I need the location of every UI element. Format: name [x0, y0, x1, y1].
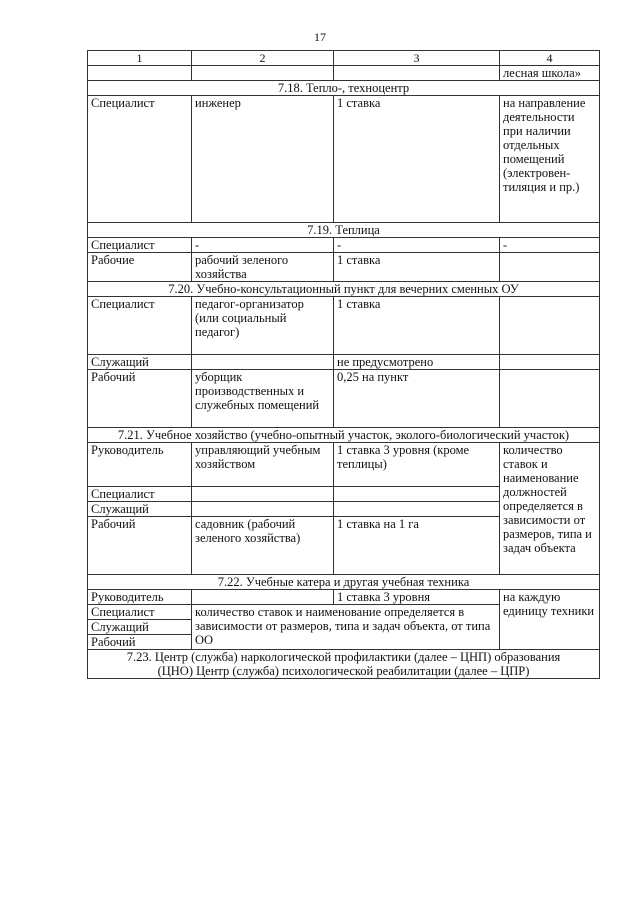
table-cell	[192, 487, 334, 502]
section-title-7-22: 7.22. Учебные катера и другая учебная техника	[88, 575, 600, 590]
table-row	[88, 355, 600, 370]
table-cell: инженер	[192, 96, 334, 223]
table-row	[88, 253, 600, 282]
table-cell	[88, 66, 192, 81]
table-cell: Специалист	[88, 238, 192, 253]
table-cell: Специалист	[88, 605, 192, 620]
header-col-4: 4	[500, 51, 600, 66]
table-cell	[192, 590, 334, 605]
table-cell: Специалист	[88, 487, 192, 502]
table-cell	[192, 66, 334, 81]
staffing-table	[87, 50, 600, 679]
table-cell: -	[192, 238, 334, 253]
table-cell	[192, 502, 334, 517]
table-cell: Специалист	[88, 96, 192, 223]
table-cell: педагог-организатор (или социальный педагог)	[192, 297, 334, 355]
table-cell	[500, 253, 600, 282]
section-title-7-21: 7.21. Учебное хозяйство (учебно-опытный участок, эколого-биологический участок)	[88, 428, 600, 443]
header-col-2: 2	[192, 51, 334, 66]
table-cell: -	[334, 238, 500, 253]
table-cell: Специалист	[88, 297, 192, 355]
section-title-7-19: 7.19. Теплица	[88, 223, 600, 238]
table-row	[88, 66, 600, 81]
table-row	[88, 297, 600, 355]
table-cell: уборщик производственных и служебных помещений	[192, 370, 334, 428]
table-cell: Служащий	[88, 620, 192, 635]
section-title-7-20: 7.20. Учебно-консультационный пункт для вечерних сменных ОУ	[88, 282, 600, 297]
header-col-1: 1	[88, 51, 192, 66]
table-cell	[500, 370, 600, 428]
table-cell	[192, 355, 334, 370]
table-cell: Рабочий	[88, 517, 192, 575]
table-row	[88, 590, 600, 605]
table-cell	[500, 355, 600, 370]
table-cell	[500, 297, 600, 355]
table-cell: Рабочий	[88, 635, 192, 650]
merged-description-cell: количество ставок и наименование определяется в зависимости от размеров, типа и задач объекта, от типа ОО	[192, 605, 500, 650]
table-cell: 1 ставка на 1 га	[334, 517, 500, 575]
table-cell	[334, 66, 500, 81]
header-col-3: 3	[334, 51, 500, 66]
table-row	[88, 96, 600, 223]
table-cell: 1 ставка 3 уровня (кроме теплицы)	[334, 443, 500, 487]
table-row	[88, 238, 600, 253]
table-cell: садовник (рабочий зеленого хозяйства)	[192, 517, 334, 575]
page-number: 17	[314, 30, 326, 44]
table-cell: 1 ставка	[334, 253, 500, 282]
table-cell: Рабочие	[88, 253, 192, 282]
table-cell: Руководитель	[88, 443, 192, 487]
section-title-7-18: 7.18. Тепло-, техноцентр	[88, 81, 600, 96]
table-cell: управляющий учебным хозяйством	[192, 443, 334, 487]
table-cell: Служащий	[88, 502, 192, 517]
table-row	[88, 443, 600, 487]
table-cell: 1 ставка 3 уровня	[334, 590, 500, 605]
table-row	[88, 370, 600, 428]
table-header-row	[88, 51, 600, 66]
continued-cell: лесная школа»	[500, 66, 600, 81]
table-cell: 1 ставка	[334, 96, 500, 223]
table-cell	[334, 487, 500, 502]
table-cell: рабочий зеленого хозяйства	[192, 253, 334, 282]
section-title-7-23: 7.23. Центр (служба) наркологической профилактики (далее – ЦНП) образования (ЦНО) Центр (служба) психологической реабилитации (далее – ЦПР)	[88, 650, 600, 679]
table-cell: -	[500, 238, 600, 253]
table-cell	[334, 502, 500, 517]
merged-note-cell: количество ставок и наименование должностей определяется в зависимости от размеров, типа и задач объекта	[500, 443, 600, 575]
table-cell: не предусмотрено	[334, 355, 500, 370]
table-cell: Служащий	[88, 355, 192, 370]
table-cell: Рабочий	[88, 370, 192, 428]
merged-note-cell: на каждую единицу техники	[500, 590, 600, 650]
table-cell: на направление деятельности при наличии отдельных помещений (электровен-тиляция и пр.)	[500, 96, 600, 223]
table-cell: Руководитель	[88, 590, 192, 605]
table-cell: 0,25 на пункт	[334, 370, 500, 428]
table-cell: 1 ставка	[334, 297, 500, 355]
